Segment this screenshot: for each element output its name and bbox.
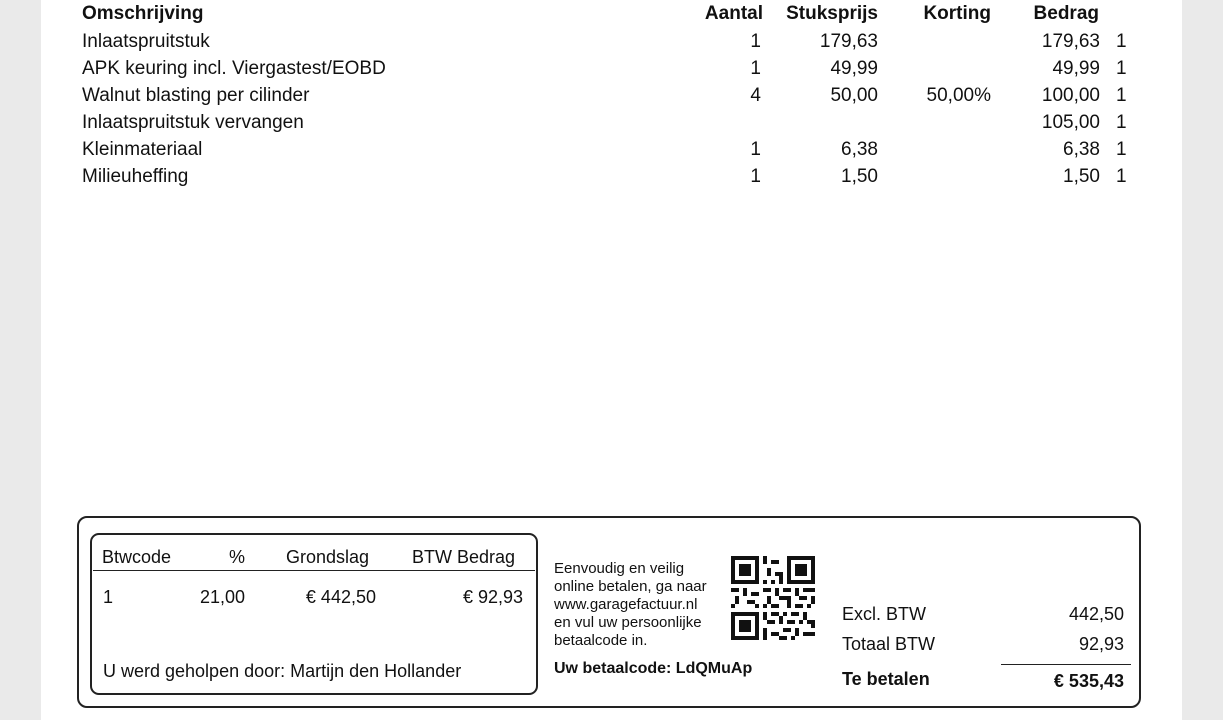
row-unit-price: 49,99	[830, 58, 878, 79]
row-vat-code: 1	[1116, 31, 1127, 52]
row-amount: 179,63	[1041, 31, 1100, 52]
row-qty: 1	[750, 58, 761, 79]
helped-by-text: U werd geholpen door: Martijn den Hollander	[103, 661, 462, 681]
row-qty: 1	[750, 139, 761, 160]
row-unit-price: 6,38	[841, 139, 878, 160]
row-amount: 49,99	[1052, 58, 1100, 79]
vat-code: 1	[103, 587, 114, 607]
vat-header-code: Btwcode	[102, 547, 172, 567]
row-amount: 105,00	[1041, 112, 1100, 133]
row-description: Milieuheffing	[82, 166, 189, 187]
payment-link[interactable]: www.garagefactuur.nl	[554, 596, 698, 613]
payment-code: Uw betaalcode: LdQMuAp	[554, 660, 753, 677]
row-qty: 1	[750, 31, 761, 52]
vat-header-pct: %	[229, 547, 246, 567]
payment-line: online betalen, ga naar	[554, 578, 707, 595]
vat-header-divider	[93, 570, 535, 571]
payment-line: en vul uw persoonlijke	[554, 614, 702, 631]
excl-vat-label: Excl. BTW	[842, 604, 926, 624]
header-description: Omschrijving	[82, 3, 204, 24]
row-vat-code: 1	[1116, 112, 1127, 133]
invoice-page	[41, 0, 1182, 720]
row-qty: 4	[750, 85, 761, 106]
row-amount: 100,00	[1041, 85, 1100, 106]
header-amount: Bedrag	[1033, 3, 1099, 24]
row-discount: 50,00%	[926, 85, 991, 106]
qr-code-icon	[731, 556, 815, 640]
amount-due-value: € 535,43	[1053, 671, 1124, 691]
header-unit-price: Stuksprijs	[786, 3, 878, 24]
header-qty: Aantal	[704, 3, 763, 24]
row-unit-price: 179,63	[819, 31, 878, 52]
row-unit-price: 1,50	[841, 166, 878, 187]
row-description: Inlaatspruitstuk vervangen	[82, 112, 304, 133]
amount-due-label: Te betalen	[842, 669, 930, 689]
vat-base: € 442,50	[305, 587, 376, 607]
row-amount: 6,38	[1063, 139, 1100, 160]
row-unit-price: 50,00	[830, 85, 878, 106]
row-vat-code: 1	[1116, 166, 1127, 187]
vat-header-amount: BTW Bedrag	[412, 547, 516, 567]
row-description: Kleinmateriaal	[82, 139, 203, 160]
row-amount: 1,50	[1063, 166, 1100, 187]
excl-vat-value: 442,50	[1068, 604, 1124, 624]
row-description: APK keuring incl. Viergastest/EOBD	[82, 58, 386, 79]
total-vat-value: 92,93	[1078, 634, 1124, 654]
row-description: Inlaatspruitstuk	[82, 31, 210, 52]
vat-pct: 21,00	[199, 587, 245, 607]
total-vat-label: Totaal BTW	[842, 634, 936, 654]
row-description: Walnut blasting per cilinder	[82, 85, 310, 106]
vat-header-base: Grondslag	[286, 547, 370, 567]
row-vat-code: 1	[1116, 85, 1127, 106]
payment-line: betaalcode in.	[554, 632, 648, 649]
header-discount: Korting	[923, 3, 991, 24]
row-vat-code: 1	[1116, 58, 1127, 79]
row-qty: 1	[750, 166, 761, 187]
payment-line: Eenvoudig en veilig	[554, 560, 685, 577]
vat-amount: € 92,93	[462, 587, 523, 607]
row-vat-code: 1	[1116, 139, 1127, 160]
totals-divider	[1001, 664, 1131, 665]
